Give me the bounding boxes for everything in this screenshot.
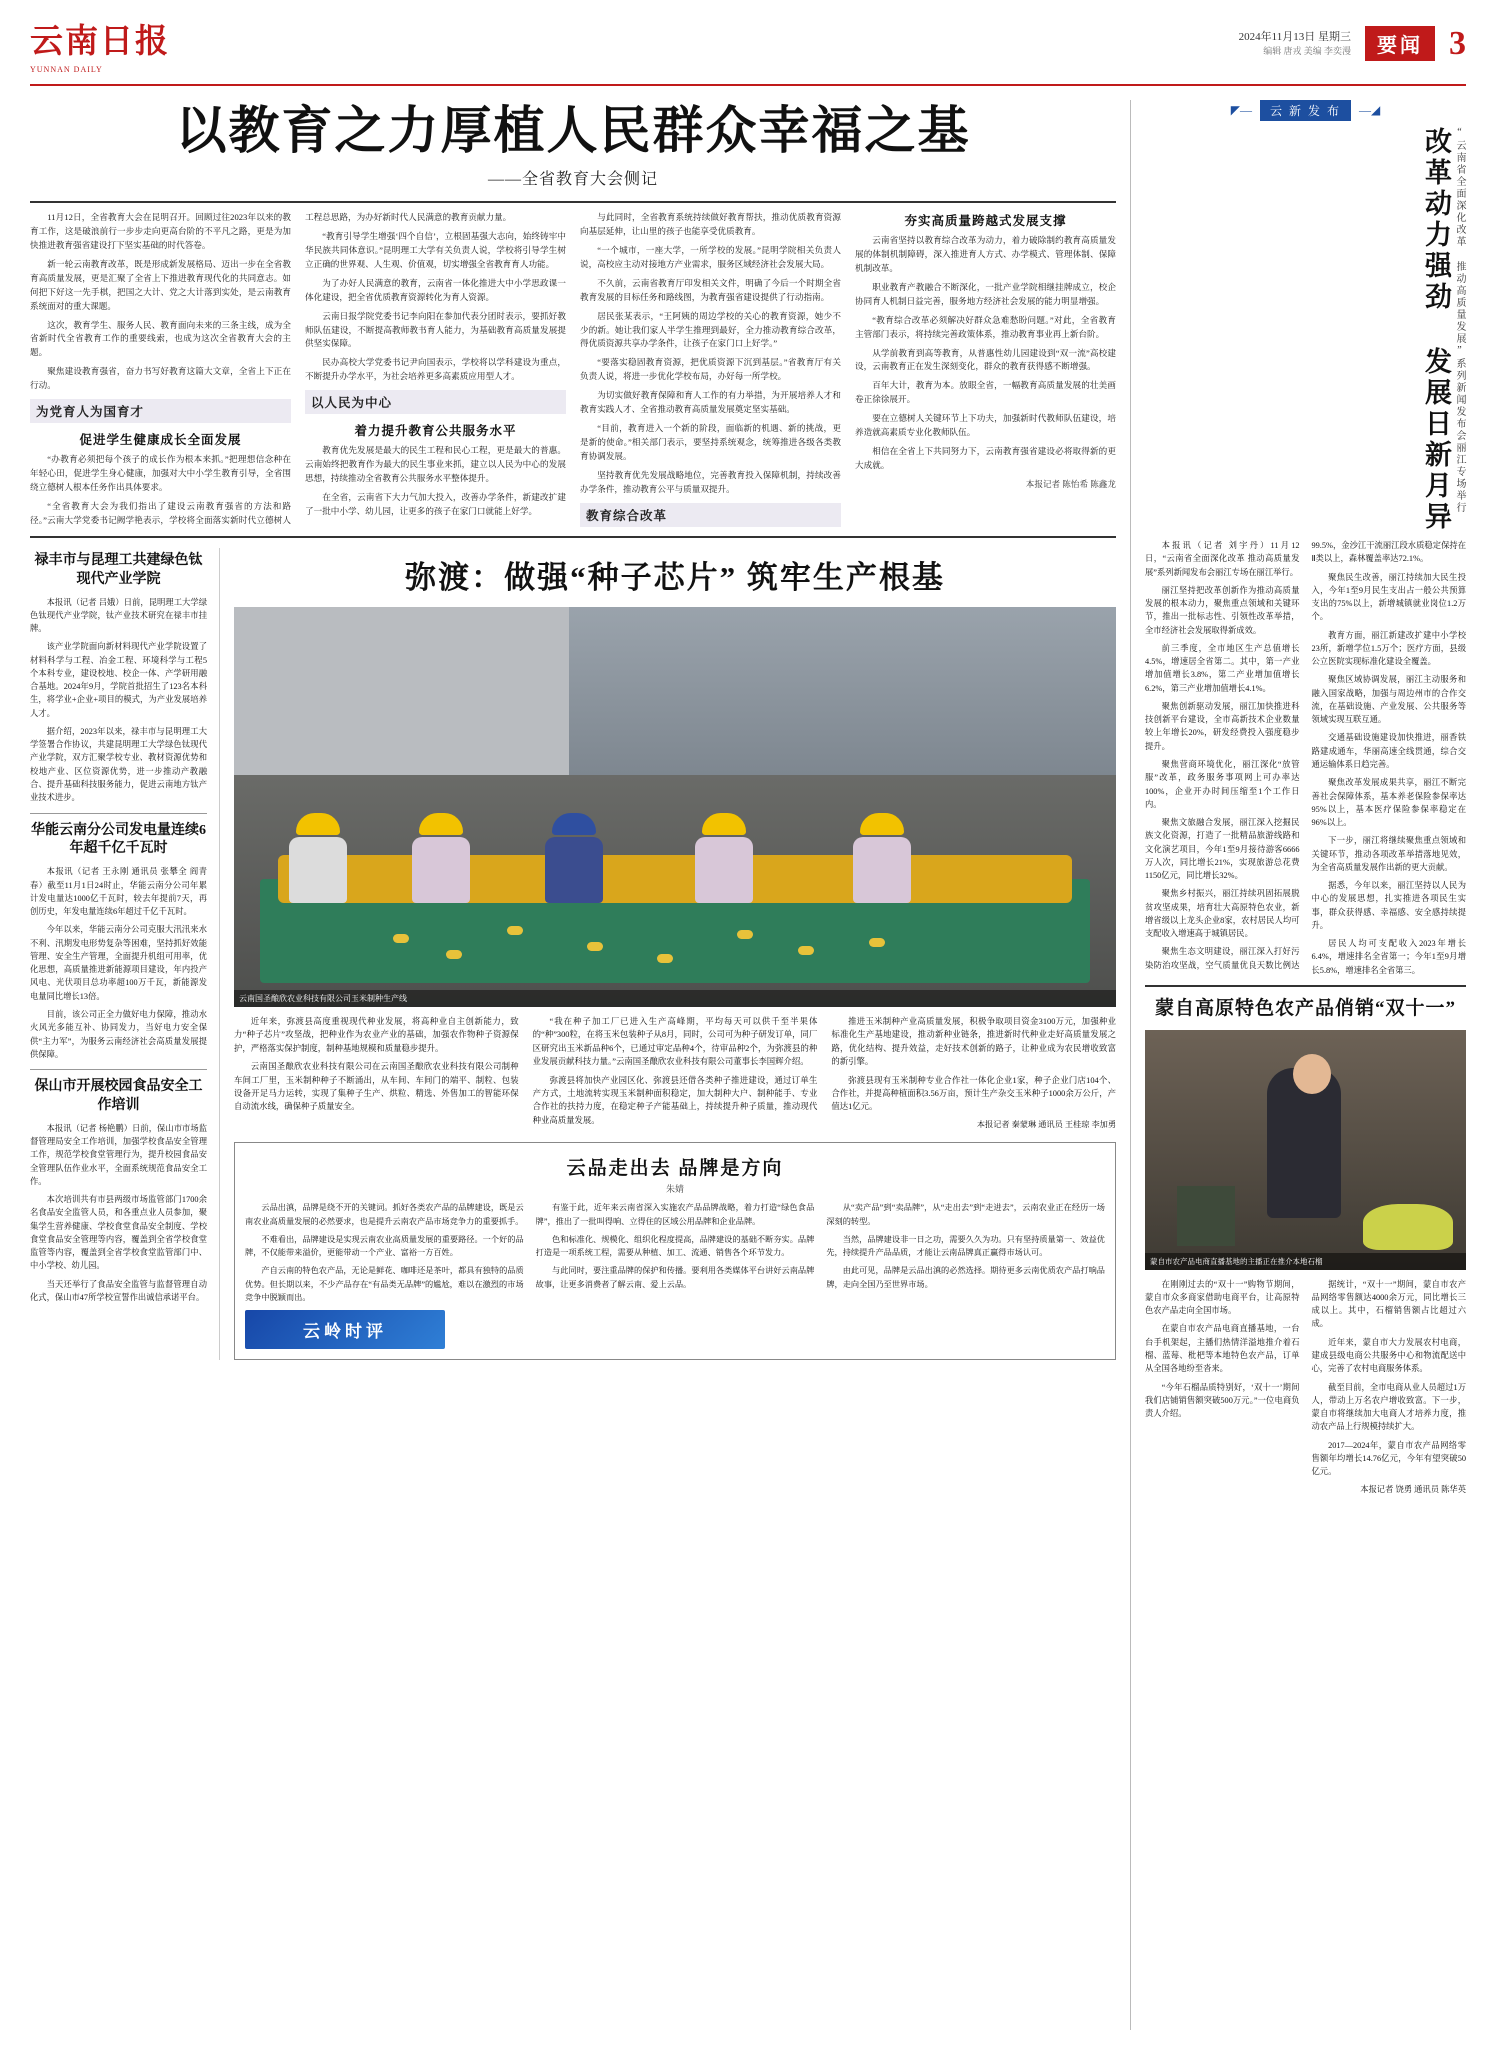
paragraph: “目前，教育进入一个新的阶段，面临新的机遇、新的挑战，更是新的使命。”相关部门表示，要坚持系统观念，统筹推进各级各类教育协调发展。	[580, 423, 841, 461]
paragraph: 聚焦改革发展成果共享，丽江不断完善社会保障体系，基本养老保险参保率达95%以上，基本医疗保险参保率稳定在96%以上。	[1311, 778, 1466, 828]
lead-article-body	[30, 211, 1116, 528]
banner-label: 云 新 发 布	[1260, 100, 1351, 121]
feature-title: 弥渡：做强“种子芯片” 筑牢生产根基	[405, 559, 945, 595]
paragraph: 民办高校大学党委书记尹向国表示，学校将以学科建设为重点，不断提升办学水平，为社会培养更多高素质应用型人才。	[305, 357, 566, 382]
section-subtitle: 夯实高质量跨越式发展支撑	[904, 214, 1067, 229]
paragraph: 在刚刚过去的“双十一”购物节期间，蒙自市众多商家借助电商平台，让高原特色农产品走向全国市场。	[1145, 1279, 1300, 1316]
paragraph: 2017—2024年，蒙自市农产品网络零售额年均增长14.76亿元，今年有望突破50亿元。	[1311, 1440, 1466, 1477]
paragraph: 从“卖产品”到“卖品牌”，从“走出去”到“走进去”，云南农业正在经历一场深刻的转型。	[826, 1203, 1105, 1226]
masthead-dateblock	[1239, 29, 1351, 59]
main-column	[30, 100, 1130, 2030]
paragraph: 据介绍，2023年以来，禄丰市与昆明理工大学签署合作协议，共建昆明理工大学绿色钛现代产业学院，双方汇聚学校专业、教材资源优势和校地产业、区位资源优势，进一步推动产教融合、提升基础科技服务能力，促进云南地方钛产业技术进步。	[30, 726, 207, 803]
paragraph: 不久前，云南省教育厅印发相关文件，明确了今后一个时期全省教育发展的目标任务和路线图，为教育强省建设提供了行动指南。	[580, 277, 841, 302]
photo-caption: 云南国圣酿欣农业科技有限公司玉米制种生产线	[234, 990, 1116, 1007]
article-byline: 本报记者 秦蒙琳 通讯员 王桂琼 李加勇	[976, 1119, 1117, 1129]
right-article-body	[1145, 539, 1466, 977]
paragraph: “今年石榴品质特别好，‘双十一’期间我们店铺销售额突破500万元。”一位电商负责人介绍。	[1145, 1382, 1300, 1419]
paragraph: 相信在全省上下共同努力下，云南教育强省建设必将取得新的更大成就。	[855, 446, 1116, 470]
paragraph: 与此同时，全省教育系统持续做好教育帮扶，推动优质教育资源向基层延伸，让山里的孩子也能享受优质教育。	[580, 212, 841, 237]
paragraph: 本报讯（记者 杨艳鹏）日前，保山市市场监督管理局安全工作培训，加强学校食品安全管理工作，规范学校食堂管理行为，提升校园食品安全管理队伍作业水平，全面系统规范食品安全工作。	[30, 1123, 207, 1186]
paragraph: “一个城市，一座大学，一所学校的发展。”昆明学院相关负责人说，高校应主动对接地方产业需求，服务区域经济社会发展大局。	[580, 244, 841, 269]
right-story-body	[1145, 1278, 1466, 1496]
paragraph: 聚焦建设教育强省，奋力书写好教育这篇大文章，全省上下正在行动。	[30, 366, 291, 391]
right-photo	[1145, 1030, 1466, 1270]
vertical-subhead: “云南省全面深化改革 推动高质量发展”系列新闻发布会丽江专场举行	[1454, 127, 1465, 514]
paragraph: 职业教育产教融合不断深化，一批产业学院相继挂牌成立，校企协同育人机制日益完善，服务地方经济社会发展的能力明显增强。	[855, 281, 1116, 306]
lead-subheadline: ——全省教育大会侧记	[487, 171, 658, 189]
paragraph: 产自云南的特色农产品，无论是鲜花、咖啡还是茶叶，都具有独特的品质优势。但长期以来，不少产品存在“有品类无品牌”的尴尬，难以在激烈的市场竞争中脱颖而出。	[245, 1266, 524, 1302]
divider	[30, 1069, 207, 1070]
yunxin-banner	[1145, 100, 1466, 121]
commentary-author: 朱婧	[665, 1184, 684, 1195]
photo-caption: 蒙自市农产品电商直播基地的主播正在推介本地石榴	[1145, 1253, 1466, 1270]
paragraph: 由此可见，品牌是云品出滇的必然选择。期待更多云南优质农产品打响品牌，走向全国乃至世界市场。	[826, 1266, 1105, 1289]
paragraph: 教育优先发展是最大的民生工程和民心工程，更是最大的普惠。云南始终把教育作为最大的民生事业来抓，建立以人民为中心的发展思想，持续推动全省教育公共服务水平整体提升。	[305, 445, 566, 484]
paper-name-en: YUNNAN DAILY	[30, 65, 103, 74]
paragraph: 为了办好人民满意的教育，云南省一体化推进大中小学思政课一体化建设，把全省优质教育资源转化为育人资源。	[305, 277, 566, 302]
paragraph: 本报讯（记者 王永刚 通讯员 张攀全 阎青春）截至11月1日24时止，华能云南分公司年累计发电量达1000亿千瓦时，较去年提前7天，再创历史，年发电量连续6年超过千亿千瓦时。	[30, 867, 207, 917]
paragraph: “全省教育大会为我们指出了建设云南教育强省的方法和路径。”云南大学党委书记阙学艳表示，学校将全面落实新时代立德树人工程总思路，为办好新时代人民满意的教育贡献力量。	[30, 212, 512, 525]
paragraph: “教育引导学生增强‘四个自信’，立根固基强大志向，始终铸牢中华民族共同体意识。”昆明理工大学有关负责人说，学校将引导学生树立正确的世界观、人生观、价值观，切实增强全省教育育人功能。	[305, 231, 566, 269]
commentary-title: 云品走出去 品牌是方向	[566, 1158, 784, 1180]
paragraph: 色和标准化、规模化、组织化程度提高，品牌建设的基础不断夯实。品牌打造是一项系统工程，需要从种植、加工、流通、销售各个环节发力。	[535, 1234, 815, 1258]
page-number: 3	[1449, 24, 1466, 62]
section-heading: 以人民为中心	[305, 390, 566, 414]
paragraph: 在全省，云南省下大力气加大投入，改善办学条件，新建改扩建了一批中小学、幼儿园，让更多的孩子在家门口就能上好学。	[305, 492, 566, 516]
paragraph: 聚焦创新驱动发展，丽江加快推进科技创新平台建设，全市高新技术企业数量较上年增长20%，研发经费投入强度稳步提升。	[1145, 701, 1300, 751]
brief-title: 禄丰市与昆理工共建绿色钛现代产业学院	[34, 552, 203, 587]
paragraph: 当然，品牌建设非一日之功，需要久久为功。只有坚持质量第一、效益优先，持续提升产品品质，才能让云南品牌真正赢得市场认可。	[826, 1234, 1105, 1258]
paragraph: 云南日报学院党委书记李向阳在参加代表分团时表示，要抓好教师队伍建设，不断提高教师教书育人能力，为基础教育高质量发展提供坚实保障。	[305, 310, 566, 349]
paper-logo	[30, 26, 170, 74]
paragraph: 交通基础设施建设加快推进，丽香铁路建成通车，华丽高速全线贯通，综合交通运输体系日趋完善。	[1311, 733, 1466, 769]
paper-name: 云南日报	[30, 24, 170, 60]
paragraph: 该产业学院面向新材料现代产业学院设置了材料科学与工程、冶金工程、环境科学与工程5个本科专业，建设校地、校企一体、产学研用融合基地。2024年9月，学院首批招生了123名本科生，将学业+企业+项目的模式，为产业发展培养人才。	[30, 642, 207, 718]
paragraph: “教育综合改革必须解决好群众急难愁盼问题。”对此，全省教育主管部门表示，将持续完善政策体系，推动教育事业再上新台阶。	[855, 314, 1116, 339]
paragraph: 11月12日，全省教育大会在昆明召开。回顾过往2023年以来的教育工作，这是破浪前行一步步走向更高台阶的不平凡之路，更是为加快推进教育强省建设打下坚实基础的时代答卷。	[30, 212, 291, 250]
divider	[1145, 985, 1466, 987]
paragraph: 近年来，弥渡县高度重视现代种业发展，将高种业自主创新能力，致力“种子芯片”攻坚战，把种业作为农业产业的基础，加强农作物种子资源保护，严格落实保护制度，制种基地规模和质量稳步提升。	[234, 1016, 519, 1053]
divider	[30, 813, 207, 814]
paragraph: 聚焦文旅融合发展，丽江深入挖掘民族文化资源，打造了一批精品旅游线路和文化演艺项目，今年1至9月接待游客6666万人次，同比增长21%，实现旅游总花费1150亿元，同比增长32%。	[1145, 818, 1300, 881]
paragraph: 教育方面，丽江新建改扩建中小学校23所，新增学位1.5万个；医疗方面，县级公立医院实现标准化建设全覆盖。	[1311, 630, 1466, 667]
paragraph: 居民人均可支配收入2023年增长6.4%，增速排名全省第一；今年1至9月增长5.8%，增速排名全省第三。	[1311, 939, 1466, 975]
brief-title: 保山市开展校园食品安全工作培训	[34, 1079, 203, 1113]
paragraph: 本报讯（记者 吕娥）日前，昆明理工大学绿色钛现代产业学院，钛产业技术研究在禄丰市挂牌。	[30, 597, 207, 634]
feature-block	[30, 548, 1116, 1360]
paragraph: 推进玉米制种产业高质量发展，积极争取项目资金3100万元，加强种业标准化生产基地建设，推动新种业链条，推进新时代种业走好高质量发展之路，优化结构、提升效益，走好技术创新的路子，让种业成为农民增收致富的新引擎。	[831, 1016, 1117, 1067]
brief-item	[30, 822, 207, 1062]
commentary-body	[245, 1201, 1105, 1304]
brief-item	[30, 1078, 207, 1304]
paragraph: 从学前教育到高等教育，从普惠性幼儿园建设到“双一流”高校建设，云南教育正在发生深刻变化，群众的教育获得感不断增强。	[855, 347, 1116, 372]
paragraph: 聚焦民生改善，丽江持续加大民生投入，今年1至9月民生支出占一般公共预算支出的75%以上，新增城镇就业岗位1.2万个。	[1311, 572, 1466, 622]
feature-photo	[234, 607, 1116, 1007]
paragraph: 今年以来，华能云南分公司克服大汛汛来水不利、汛期发电形势复杂等困难，坚持抓好效能管理、安全生产管理，全面提升机组可用率，优化思想，高质量推进新能源项目建设，年内投产风电、光伏项目总功率超100万千瓦，新能源发电量同比增长13倍。	[30, 925, 207, 1001]
paragraph: 本报讯（记者 刘宇丹）11月12日，“云南省全面深化改革 推动高质量发展”系列新闻发布会丽江专场在丽江举行。	[1145, 541, 1300, 577]
vertical-headline: 改革动力强劲 发展日新月异	[1421, 127, 1451, 533]
commentary-stamp: 云岭时评	[245, 1310, 445, 1349]
divider	[30, 201, 1116, 203]
paragraph: 当天还举行了食品安全监管与监督管理自动化式，保山市47所学校宣誓作出诚信承诺平台。	[30, 1279, 207, 1302]
paragraph: 百年大计，教育为本。放眼全省，一幅教育高质量发展的壮美画卷正徐徐展开。	[855, 380, 1116, 405]
paragraph: 云南国圣酿欣农业科技有限公司在云南国圣酿欣农业科技有限公司制种车间工厂里，玉米制种种子不断涌出，从车间、车间门的端平、制粒、包装设备开足马力运转，实现了集种子生产、烘粒、精选、外售加工的智能环保自动流水线，确保种子质量安全。	[234, 1062, 519, 1112]
page-body	[30, 100, 1466, 2030]
paragraph: “我在种子加工厂已进入生产高峰期，平均每天可以供千至半果体的“种”300粒，在将玉米包装种子从8月，同时，公司可为种子研发订单，同厂区研究出玉米新品种6个，已通过审定品种4个，待审品种2个，为弥渡县的种业发展贡献科技力量。”云南国圣酿欣农业科技有限公司董事长李国辉介绍。	[532, 1016, 818, 1067]
paragraph: 弥渡县现有玉米制种专业合作社一体化企业1家，种子企业门店104个、合作社，并提高种植面积3.56万亩，预计生产杂交玉米种子1000余万公斤，产值达1亿元。	[831, 1075, 1117, 1112]
article-byline: 本报记者 陈怡希 陈鑫龙	[1025, 478, 1116, 489]
lead-headline: 以教育之力厚植人民群众幸福之基	[175, 104, 971, 160]
paragraph: 据悉，今年以来，丽江坚持以人民为中心的发展思想，扎实推进各项民生实事，群众获得感、幸福感、安全感持续提升。	[1311, 881, 1466, 930]
banner-dash-left: ◤—	[1230, 103, 1252, 117]
photo-scene	[234, 607, 1116, 1007]
publish-date: 2024年11月13日 星期三	[1238, 30, 1351, 43]
paragraph: 聚焦生态文明建设，丽江深入打好污染防治攻坚战，空气质量优良天数比例达99.5%，金沙江干流丽江段水质稳定保持在Ⅱ类以上，森林覆盖率达72.1%。	[1145, 541, 1466, 970]
paragraph: 聚焦区域协调发展，丽江主动服务和融入国家战略，加强与周边州市的合作交流，在基础设施、产业发展、公共服务等领域实现互联互通。	[1311, 675, 1466, 725]
paragraph: 有鉴于此，近年来云南省深入实施农产品品牌战略，着力打造“绿色食品牌”，推出了一批叫得响、立得住的区域公用品牌和企业品牌。	[535, 1203, 815, 1226]
divider	[30, 536, 1116, 538]
paragraph: 新一轮云南教育改革，既是形成新发展格局、迈出一步在全省教育高质量发展，更是汇聚了全省上下推进教育现代化的共同意志。如何把下好这一先手棋，把国之大计、党之大计落到实处，是云南教育系统面对的重大课题。	[30, 258, 291, 311]
section-badge: 要闻	[1365, 26, 1435, 61]
section-subtitle: 促进学生健康成长全面发展	[79, 433, 242, 448]
paragraph: 下一步，丽江将继续聚焦重点领域和关键环节，推动各项改革举措落地见效，为全省高质量发展作出新的更大贡献。	[1311, 836, 1466, 872]
paragraph: 在蒙自市农产品电商直播基地，一台台手机架起，主播们热情洋溢地推介着石榴、蓝莓、枇杷等本地特色农产品，订单从全国各地纷至沓来。	[1145, 1324, 1300, 1374]
paragraph: 目前，该公司正全力做好电力保障，推动水火风光多能互补、协同发力，当好电力安全保供“主力军”，为服务云南经济社会高质量发展提供保障。	[30, 1009, 207, 1059]
paragraph: 据统计，“双十一”期间，蒙自市农产品网络零售额达4000余万元，同比增长三成以上。其中，石榴销售额占比超过六成。	[1311, 1279, 1466, 1329]
masthead	[30, 26, 1466, 86]
right-photo-story-title: 蒙自高原特色农产品俏销“双十一”	[1154, 997, 1456, 1019]
commentary-box	[234, 1142, 1116, 1360]
paragraph: 为切实做好教育保障和育人工作的有力举措，为开展培养人才和教育实践人才、全省推动教育高质量发展奠定坚实基础。	[580, 390, 841, 415]
paragraph: 与此同时，要注重品牌的保护和传播。要利用各类媒体平台讲好云南品牌故事，让更多消费者了解云南、爱上云品。	[535, 1266, 815, 1289]
paragraph: 本次培训共有市县两级市场监管部门1700余名食品安全监管人员，和各重点业人员参加，聚集学生营养健康、学校食堂食品安全制度、学校食堂食品安全管理等内容，覆盖到全省学校食堂监管等内容，覆盖到全省学校食堂监管部门中、中小学校、幼儿园。	[30, 1195, 207, 1271]
brief-item	[30, 552, 207, 805]
paragraph: “办教育必须把每个孩子的成长作为根本来抓。”把理想信念种在年轻心田，促进学生身心健康，加强对大中小学生教育引导，全省围绕立德树人根本任务作出具体要求。	[30, 454, 291, 492]
paragraph: 前三季度，全市地区生产总值增长4.5%，增速居全省第二。其中，第一产业增加值增长3.8%，第二产业增加值增长6.2%，第三产业增加值增长4.1%。	[1145, 643, 1300, 693]
paragraph: 截至目前，全市电商从业人员超过1万人，带动上万名农户增收致富。下一步，蒙自市将继续加大电商人才培养力度，推动农产品上行规模持续扩大。	[1311, 1382, 1466, 1432]
brief-column	[30, 548, 220, 1360]
paragraph: 近年来，蒙自市大力发展农村电商，建成县级电商公共服务中心和物流配送中心，完善了农村电商服务体系。	[1311, 1337, 1466, 1374]
section-heading: 教育综合改革	[580, 503, 841, 527]
masthead-right	[1239, 26, 1466, 61]
paragraph: 不难看出，品牌建设是实现云南农业高质量发展的重要路径。一个好的品牌，不仅能带来溢价，更能带动一个产业、富裕一方百姓。	[245, 1234, 524, 1258]
paragraph: 弥渡县将加快产业园区化、弥渡县还借各类种子推进建设，通过订单生产方式，土地流转实现玉米制种面积稳定，加大制种大户、制种能手、专业合作社的扶持力度，在稳定种子产能基础上，持续提升种子质量，推动现代种业高质量发展。	[532, 1075, 818, 1125]
paragraph: 这次，教育学生、服务人民、教育面向未来的三条主线，成为全省新时代全省教育工作的重要线索，也成为这次全省教育大会的主题。	[30, 319, 291, 358]
section-heading: 为党育人为国育才	[30, 399, 291, 423]
paragraph: 丽江坚持把改革创新作为推动高质量发展的根本动力，聚焦重点领域和关键环节，推出一批标志性、引领性改革举措，全市经济社会发展取得新成效。	[1145, 585, 1300, 635]
editor-credits: 编辑 唐戎 美编 李奕漫	[1263, 46, 1351, 56]
banner-dash-right: —◢	[1359, 103, 1381, 117]
section-subtitle: 着力提升教育公共服务水平	[354, 424, 517, 439]
vertical-headline-wrap	[1145, 127, 1466, 533]
paragraph: 聚焦营商环境优化，丽江深化“放管服”改革，政务服务事项网上可办率达100%，企业开办时间压缩至1个工作日内。	[1145, 759, 1300, 809]
paragraph: 云南省坚持以教育综合改革为动力，着力破除制约教育高质量发展的体制机制障碍，深入推进育人方式、办学模式、管理体制、保障机制改革。	[855, 235, 1116, 273]
paragraph: 云品出滇，品牌是绕不开的关键词。抓好各类农产品的品牌建设，既是云南农业高质量发展的必然要求，也是提升云南农产品市场竞争力的重要抓手。	[245, 1203, 524, 1226]
paragraph: 居民张某表示，“王阿姨的周边学校的关心的教育资源，她少不少的新。她让我们家人半学生推理到最好，全力推动教育综合改革，得优质资源共享办学条件，让孩子在家门口上好学。”	[580, 310, 841, 349]
brief-title: 华能云南分公司发电量连续6年超千亿千瓦时	[31, 822, 206, 857]
right-column	[1130, 100, 1466, 2030]
paragraph: 聚焦乡村振兴，丽江持续巩固拓展脱贫攻坚成果，培育壮大高原特色农业，新增省级以上龙头企业8家，农村居民人均可支配收入增速高于城镇居民。	[1145, 889, 1300, 939]
paragraph: 要在立德树人关键环节上下功夫，加强新时代教师队伍建设，培养造就高素质专业化教师队伍。	[855, 413, 1116, 438]
feature-body	[234, 1015, 1116, 1133]
paragraph: 坚持教育优先发展战略地位，完善教育投入保障机制，持续改善办学条件，推动教育公平与质量双提升。	[580, 469, 841, 494]
feature-main	[234, 548, 1116, 1360]
paragraph: “要落实稳固教育资源，把优质资源下沉到基层。”省教育厅有关负责人说，将进一步优化学校布局，办好每一所学校。	[580, 357, 841, 382]
article-byline: 本报记者 饶勇 通讯员 陈华英	[1360, 1485, 1466, 1495]
